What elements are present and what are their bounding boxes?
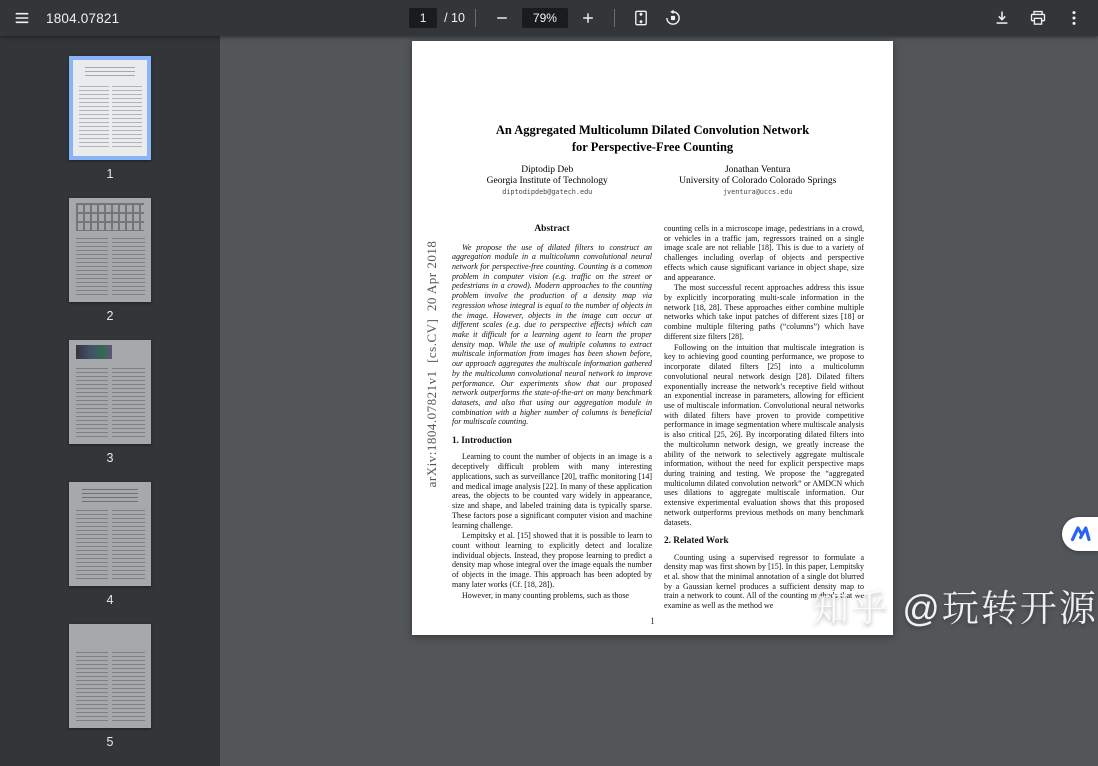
- thumbnail-image-5[interactable]: [69, 624, 151, 728]
- thumbnail-page-3[interactable]: [69, 340, 151, 465]
- arxiv-identifier-sidebar: arXiv:1804.07821v1 [cs.CV] 20 Apr 2018: [424, 240, 439, 488]
- rotate-button[interactable]: [657, 2, 689, 34]
- toolbar-separator: [475, 9, 476, 27]
- plus-icon: [580, 10, 596, 26]
- zoom-in-button[interactable]: [572, 2, 604, 34]
- thumbnail-list: [0, 36, 220, 766]
- right-column: [664, 224, 864, 611]
- author-2: [653, 165, 864, 196]
- page-number-input[interactable]: [409, 8, 437, 28]
- thumbnail-label: 4: [106, 593, 114, 607]
- paper-title-line2: for Perspective-Free Counting: [571, 139, 734, 154]
- paper-title-line1: An Aggregated Multicolumn Dilated Convolution Network: [495, 123, 810, 137]
- zhihu-watermark: 知乎 @玩转开源: [812, 588, 1098, 629]
- kebab-menu-icon: [1065, 9, 1083, 27]
- fit-page-button[interactable]: [625, 2, 657, 34]
- zoom-out-button[interactable]: [486, 2, 518, 34]
- section-1-heading: 1. Introduction: [452, 436, 512, 447]
- print-button[interactable]: [1022, 2, 1054, 34]
- thumbnail-image-3[interactable]: [69, 340, 151, 444]
- body-paragraph-3: Following on the intuition that multiscale integration is key to achieving good counting performance, we propose to incorporate dilated filters [25] into a multicolumn convolutional neural network design [28]. Dilated filters exponentially increase the network’s receptive field without an exponential increase in parameters, allowing for efficient use of multiscale information. Convolutional neural networks with dilated filters have proven to provide competitive performance in image segmentation where multiscale analysis is also critical [25, 26]. By incorporating dilated filters into the multicolumn network design, we greatly increase the ability of the network to selectively aggregate multiscale information, without the need for explicit perspective maps during training and testing. We propose the “aggregated multicolumn dilated convolution network” or AMDCN which uses dilations to aggregate multiscale information. Our extensive experimental evaluation shows that this proposed network outperforms previous methods on many benchmark datasets.: [664, 342, 864, 527]
- two-column-body: [452, 224, 864, 611]
- intro-paragraph-1: Learning to count the number of objects in an image is a deceptively difficult problem with many interesting applications, such as surveillance [20], traffic monitoring [14] and medical image analysis [22]. In many of these application areas, the objects to be counted vary widely in appearance, size and shape, and labeled training data is typically sparse. These factors pose a significant computer vision and machine learning challenge.: [452, 452, 652, 530]
- author-affiliation: University of Colorado Colorado Springs: [679, 176, 837, 186]
- print-icon: [1029, 9, 1047, 27]
- document-viewport[interactable]: [220, 36, 1098, 766]
- thumbnail-page-2[interactable]: [69, 198, 151, 323]
- author-block: [442, 165, 863, 196]
- page-count-label: / 10: [444, 11, 465, 25]
- minus-icon: [494, 10, 510, 26]
- document-title: 1804.07821: [46, 10, 120, 26]
- paper-title: [412, 122, 893, 156]
- thumbnail-sidebar: [0, 36, 220, 766]
- body-paragraph-1: counting cells in a microscope image, pedestrians in a crowd, or vehicles in a traffic jam, regressors trained on a single image scale are not reliable [18]. This is due to a variety of challenges including overlap of objects and perspective effects which cause significant variance in object shape, size and appearance.: [664, 224, 864, 282]
- download-icon: [993, 9, 1011, 27]
- more-options-button[interactable]: [1058, 2, 1090, 34]
- hamburger-icon: [13, 9, 31, 27]
- author-email: jventura@uccs.edu: [722, 188, 793, 196]
- thumbnail-label: 1: [106, 167, 114, 181]
- fit-page-icon: [632, 9, 650, 27]
- menu-button[interactable]: [6, 2, 38, 34]
- abstract-text: We propose the use of dilated filters to construct an aggregation module in a multicolumn convolutional neural network for perspective-free counting. Counting is a common problem in computer vision (e.g. traffic on the street or pedestrians in a crowd). Modern approaches to the counting problem involve the production of a density map via regression whose integral is equal to the number of objects in the image. However, objects in the image can occur at different scales (e.g. due to perspective effects) which can make it difficult for a learning agent to learn the proper density map. While the use of multiple columns to extract multiscale information from images has been shown before, our approach aggregates the multiscale information gathered by the multicolumn convolutional neural network to improve performance. Our experiments show that our proposed network outperforms the state-of-the-art on many benchmark datasets, and also that using our aggregation module in combination with a higher number of columns is beneficial for multiscale counting.: [452, 242, 652, 427]
- left-column: [452, 224, 652, 611]
- thumbnail-page-5[interactable]: [69, 624, 151, 749]
- author-name: Jonathan Ventura: [724, 165, 791, 175]
- thumbnail-label: 3: [106, 451, 114, 465]
- toolbar-separator: [614, 9, 615, 27]
- thumbnail-image-4[interactable]: [69, 482, 151, 586]
- thumbnail-image-2[interactable]: [69, 198, 151, 302]
- thumbnail-label: 5: [106, 735, 114, 749]
- download-button[interactable]: [986, 2, 1018, 34]
- rotate-counterclockwise-icon: [664, 9, 682, 27]
- intro-paragraph-2: Lempitsky et al. [15] showed that it is possible to learn to count without learning to explicitly detect and localize individual objects. Instead, they propose learning to predict a density map whose integral over the image equals the number of objects in the image. This approach has been adopted by many later works (Cf. [18, 28]).: [452, 531, 652, 589]
- thumbnail-image-1[interactable]: [69, 56, 151, 160]
- thumbnail-page-1[interactable]: [69, 56, 151, 181]
- abstract-heading: Abstract: [534, 224, 570, 234]
- author-affiliation: Georgia Institute of Technology: [486, 176, 608, 186]
- page-footer-number: 1: [650, 616, 655, 626]
- section-2-heading: 2. Related Work: [664, 536, 729, 547]
- author-email: diptodipdeb@gatech.edu: [502, 188, 593, 196]
- thumbnail-page-4[interactable]: [69, 482, 151, 607]
- related-work-paragraph: Counting using a supervised regressor to formulate a density map was first shown by [15]. In this paper, Lempitsky et al. show that the minimal annotation of a single dot blurred by a Gaussian kernel produces a sufficient density map to train a network to count. All of the counting methods that we examine as well as the method we: [664, 552, 864, 611]
- zoom-level-display[interactable]: 79%: [522, 8, 568, 28]
- intro-paragraph-3: However, in many counting problems, such as those: [462, 590, 629, 600]
- body-paragraph-2: The most successful recent approaches address this issue by explicitly incorporating multi-scale information in the network [18, 28]. These approaches either combine multiple networks which take input patches of different sizes [18] or combine multiple filtering paths (“columns”) which have different size filters [28].: [664, 283, 864, 341]
- author-name: Diptodip Deb: [521, 165, 574, 175]
- ai-assistant-icon: [1068, 520, 1092, 549]
- pdf-toolbar: [0, 0, 1098, 36]
- ai-assistant-button[interactable]: [1062, 517, 1098, 551]
- thumbnail-label: 2: [106, 309, 114, 323]
- pdf-page-1: [412, 41, 893, 635]
- author-1: [442, 165, 653, 196]
